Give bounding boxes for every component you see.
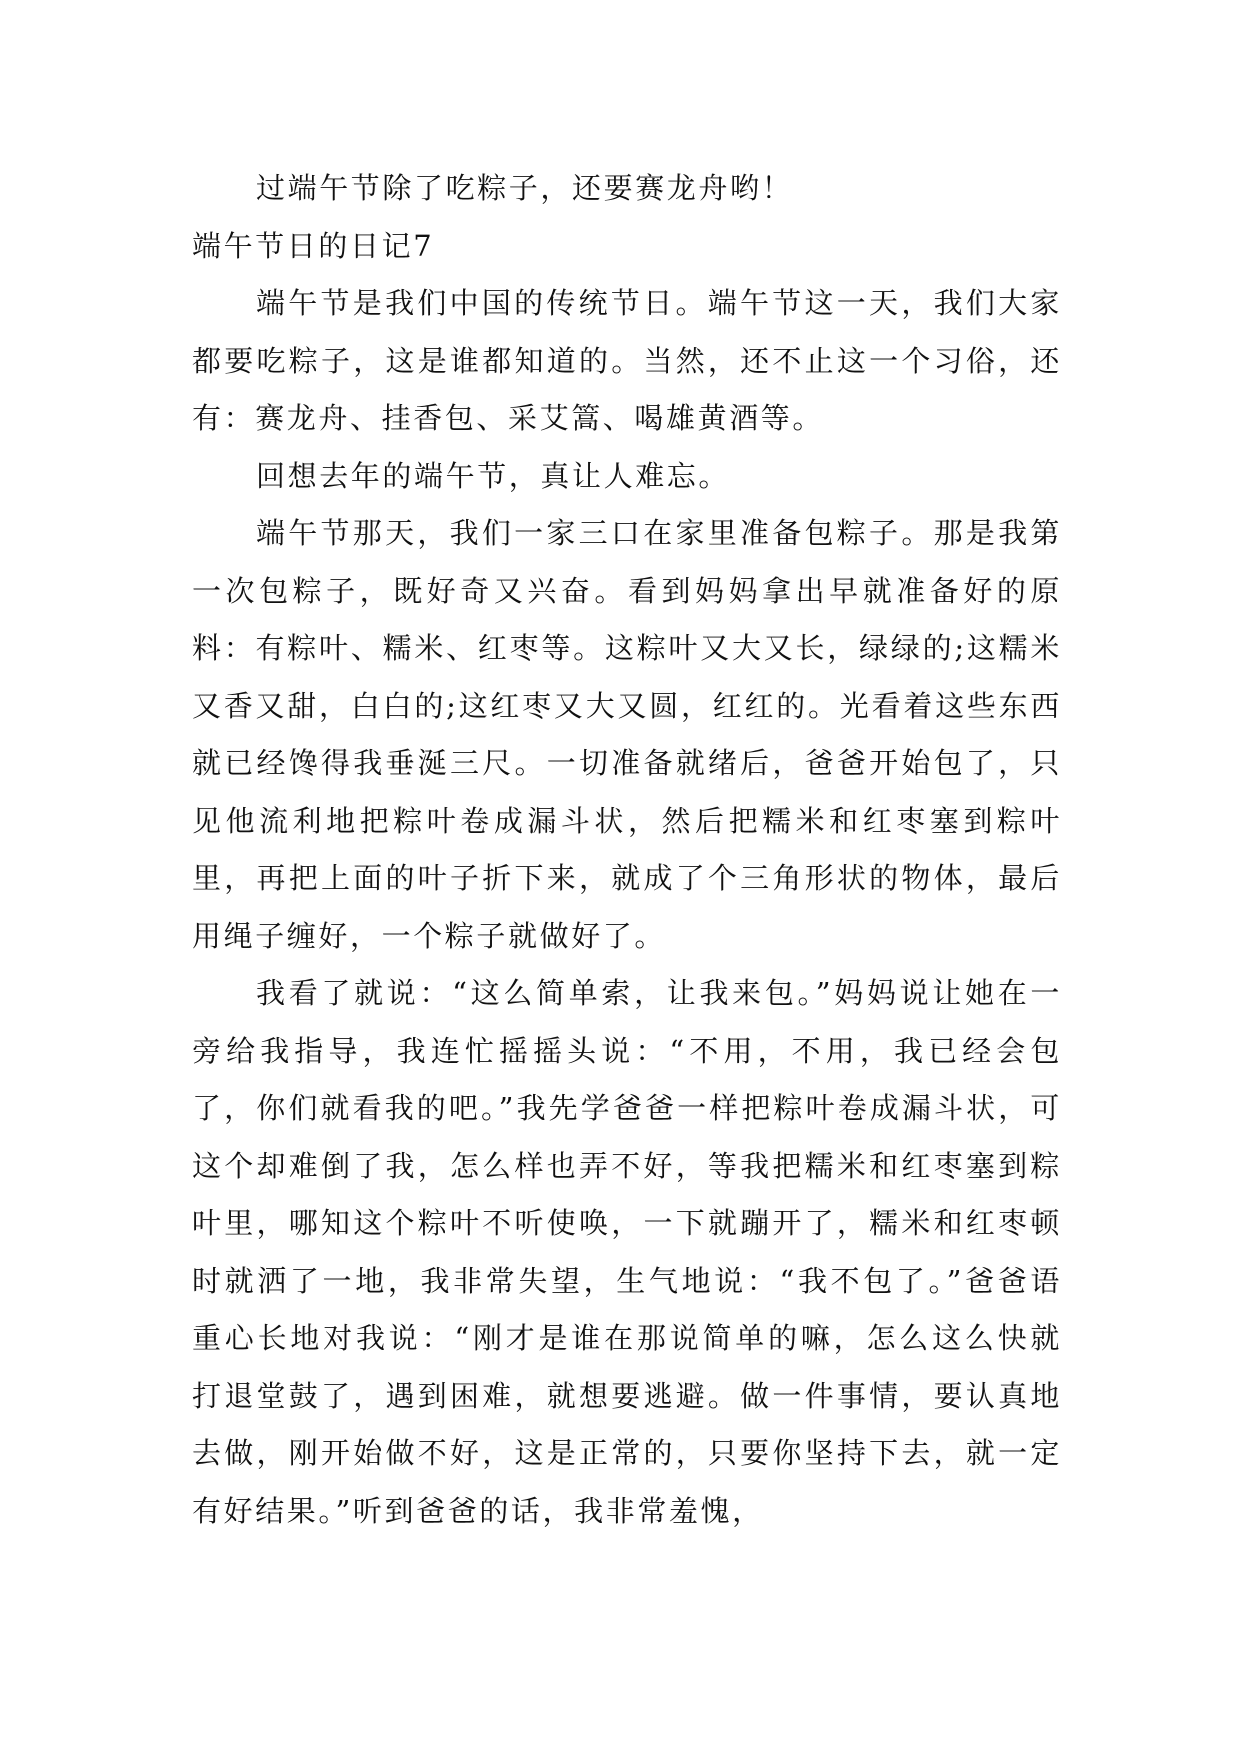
section-title: 端午节日的日记7 (192, 228, 435, 263)
opening-line: 过端午节除了吃粽子，还要赛龙舟哟！ (256, 171, 794, 205)
paragraph-customs: 端午节是我们中国的传统节日。端午节这一天，我们大家都要吃粽子，这是谁都知道的。当然，还不止这一个习俗，还有：赛龙舟、挂香包、采艾篙、喝雄黄酒等。 (192, 286, 1062, 435)
document-body (192, 160, 1062, 1540)
paragraph-memory: 回想去年的端午节，真让人难忘。 (256, 458, 731, 493)
paragraph-making-zongzi: 端午节那天，我们一家三口在家里准备包粽子。那是我第一次包粽子，既好奇又兴奋。看到妈妈拿出早就准备好的原料：有粽叶、糯米、红枣等。这粽叶又大又长，绿绿的;这糯米又香又甜，白白的;这红枣又大又圆，红红的。光看着这些东西就已经馋得我垂涎三尺。一切准备就绪后，爸爸开始包了，只见他流利地把粽叶卷成漏斗状，然后把糯米和红枣塞到粽叶里，再把上面的叶子折下来，就成了个三角形状的物体，最后用绳子缠好，一个粽子就做好了。 (192, 516, 1062, 953)
paragraph-my-attempt: 我看了就说：“这么简单索，让我来包。”妈妈说让她在一旁给我指导，我连忙摇摇头说：“不用，不用，我已经会包了，你们就看我的吧。”我先学爸爸一样把粽叶卷成漏斗状，可这个却难倒了我，怎么样也弄不好，等我把糯米和红枣塞到粽叶里，哪知这个粽叶不听使唤，一下就蹦开了，糯米和红枣顿时就洒了一地，我非常失望，生气地说：“我不包了。”爸爸语重心长地对我说：“刚才是谁在那说简单的嘛，怎么这么快就打退堂鼓了，遇到困难，就想要逃避。做一件事情，要认真地去做，刚开始做不好，这是正常的，只要你坚持下去，就一定有好结果。”听到爸爸的话，我非常羞愧， (192, 976, 1062, 1528)
